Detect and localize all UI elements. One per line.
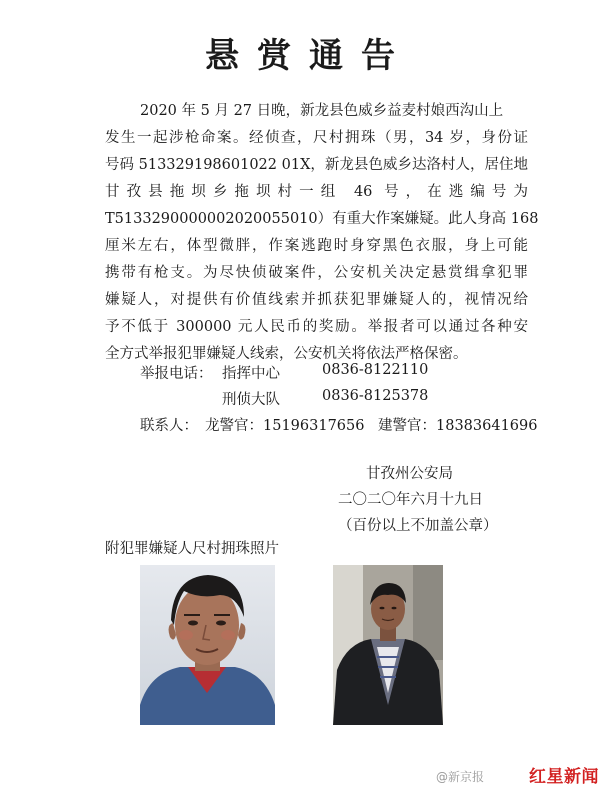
command-center-label: 指挥中心 [222, 366, 280, 382]
body-line: 发生一起涉枪命案。经侦查，尺村拥珠（男，34 岁，身份证 [105, 130, 528, 146]
issue-date: 二〇二〇年六月十九日 [338, 492, 483, 508]
contact-label: 联系人： [140, 418, 198, 434]
watermark-brand-logo: 红星新闻 [529, 767, 599, 787]
watermark-weibo: @新京报 [436, 770, 485, 784]
criminal-squad-phone: 0836-8125378 [322, 388, 429, 404]
suspect-photo-halfbody [333, 565, 443, 725]
issuer-org: 甘孜州公安局 [366, 466, 453, 482]
body-line: 嫌疑人，对提供有价值线索并抓获犯罪嫌疑人的，视情况给 [105, 292, 528, 308]
contact-officer-long: 龙警官：15196317656 [205, 418, 365, 434]
body-line: 予不低于 300000 元人民币的奖励。举报者可以通过各种安 [105, 319, 528, 335]
body-line: 厘米左右，体型微胖，作案逃跑时身穿黑色衣服，身上可能 [105, 238, 528, 254]
body-line: 甘孜县拖坝乡拖坝村一组 46 号，在逃编号为 [105, 184, 528, 200]
command-center-phone: 0836-8122110 [322, 362, 429, 378]
notice-title: 悬赏通告 [205, 36, 413, 76]
report-label: 举报电话： [140, 366, 213, 382]
photos-caption: 附犯罪嫌疑人尺村拥珠照片 [105, 541, 279, 557]
criminal-squad-label: 刑侦大队 [222, 392, 280, 408]
body-line: 号码 513329198601022 01X，新龙县色威乡达洛村人，居住地 [105, 157, 528, 173]
body-line: T5133290000002020055010）有重大作案嫌疑。此人身高 168 [105, 211, 539, 227]
suspect-photo-portrait [140, 565, 275, 725]
contact-officer-jian: 建警官：18383641696 [378, 418, 538, 434]
body-line: 携带有枪支。为尽快侦破案件，公安机关决定悬赏缉拿犯罪 [105, 265, 528, 281]
body-line: 全方式举报犯罪嫌疑人线索，公安机关将依法严格保密。 [105, 346, 468, 362]
seal-note: （百份以上不加盖公章） [338, 518, 498, 534]
body-line: 2020 年 5 月 27 日晚，新龙县色威乡益麦村娘西沟山上 [140, 103, 504, 119]
